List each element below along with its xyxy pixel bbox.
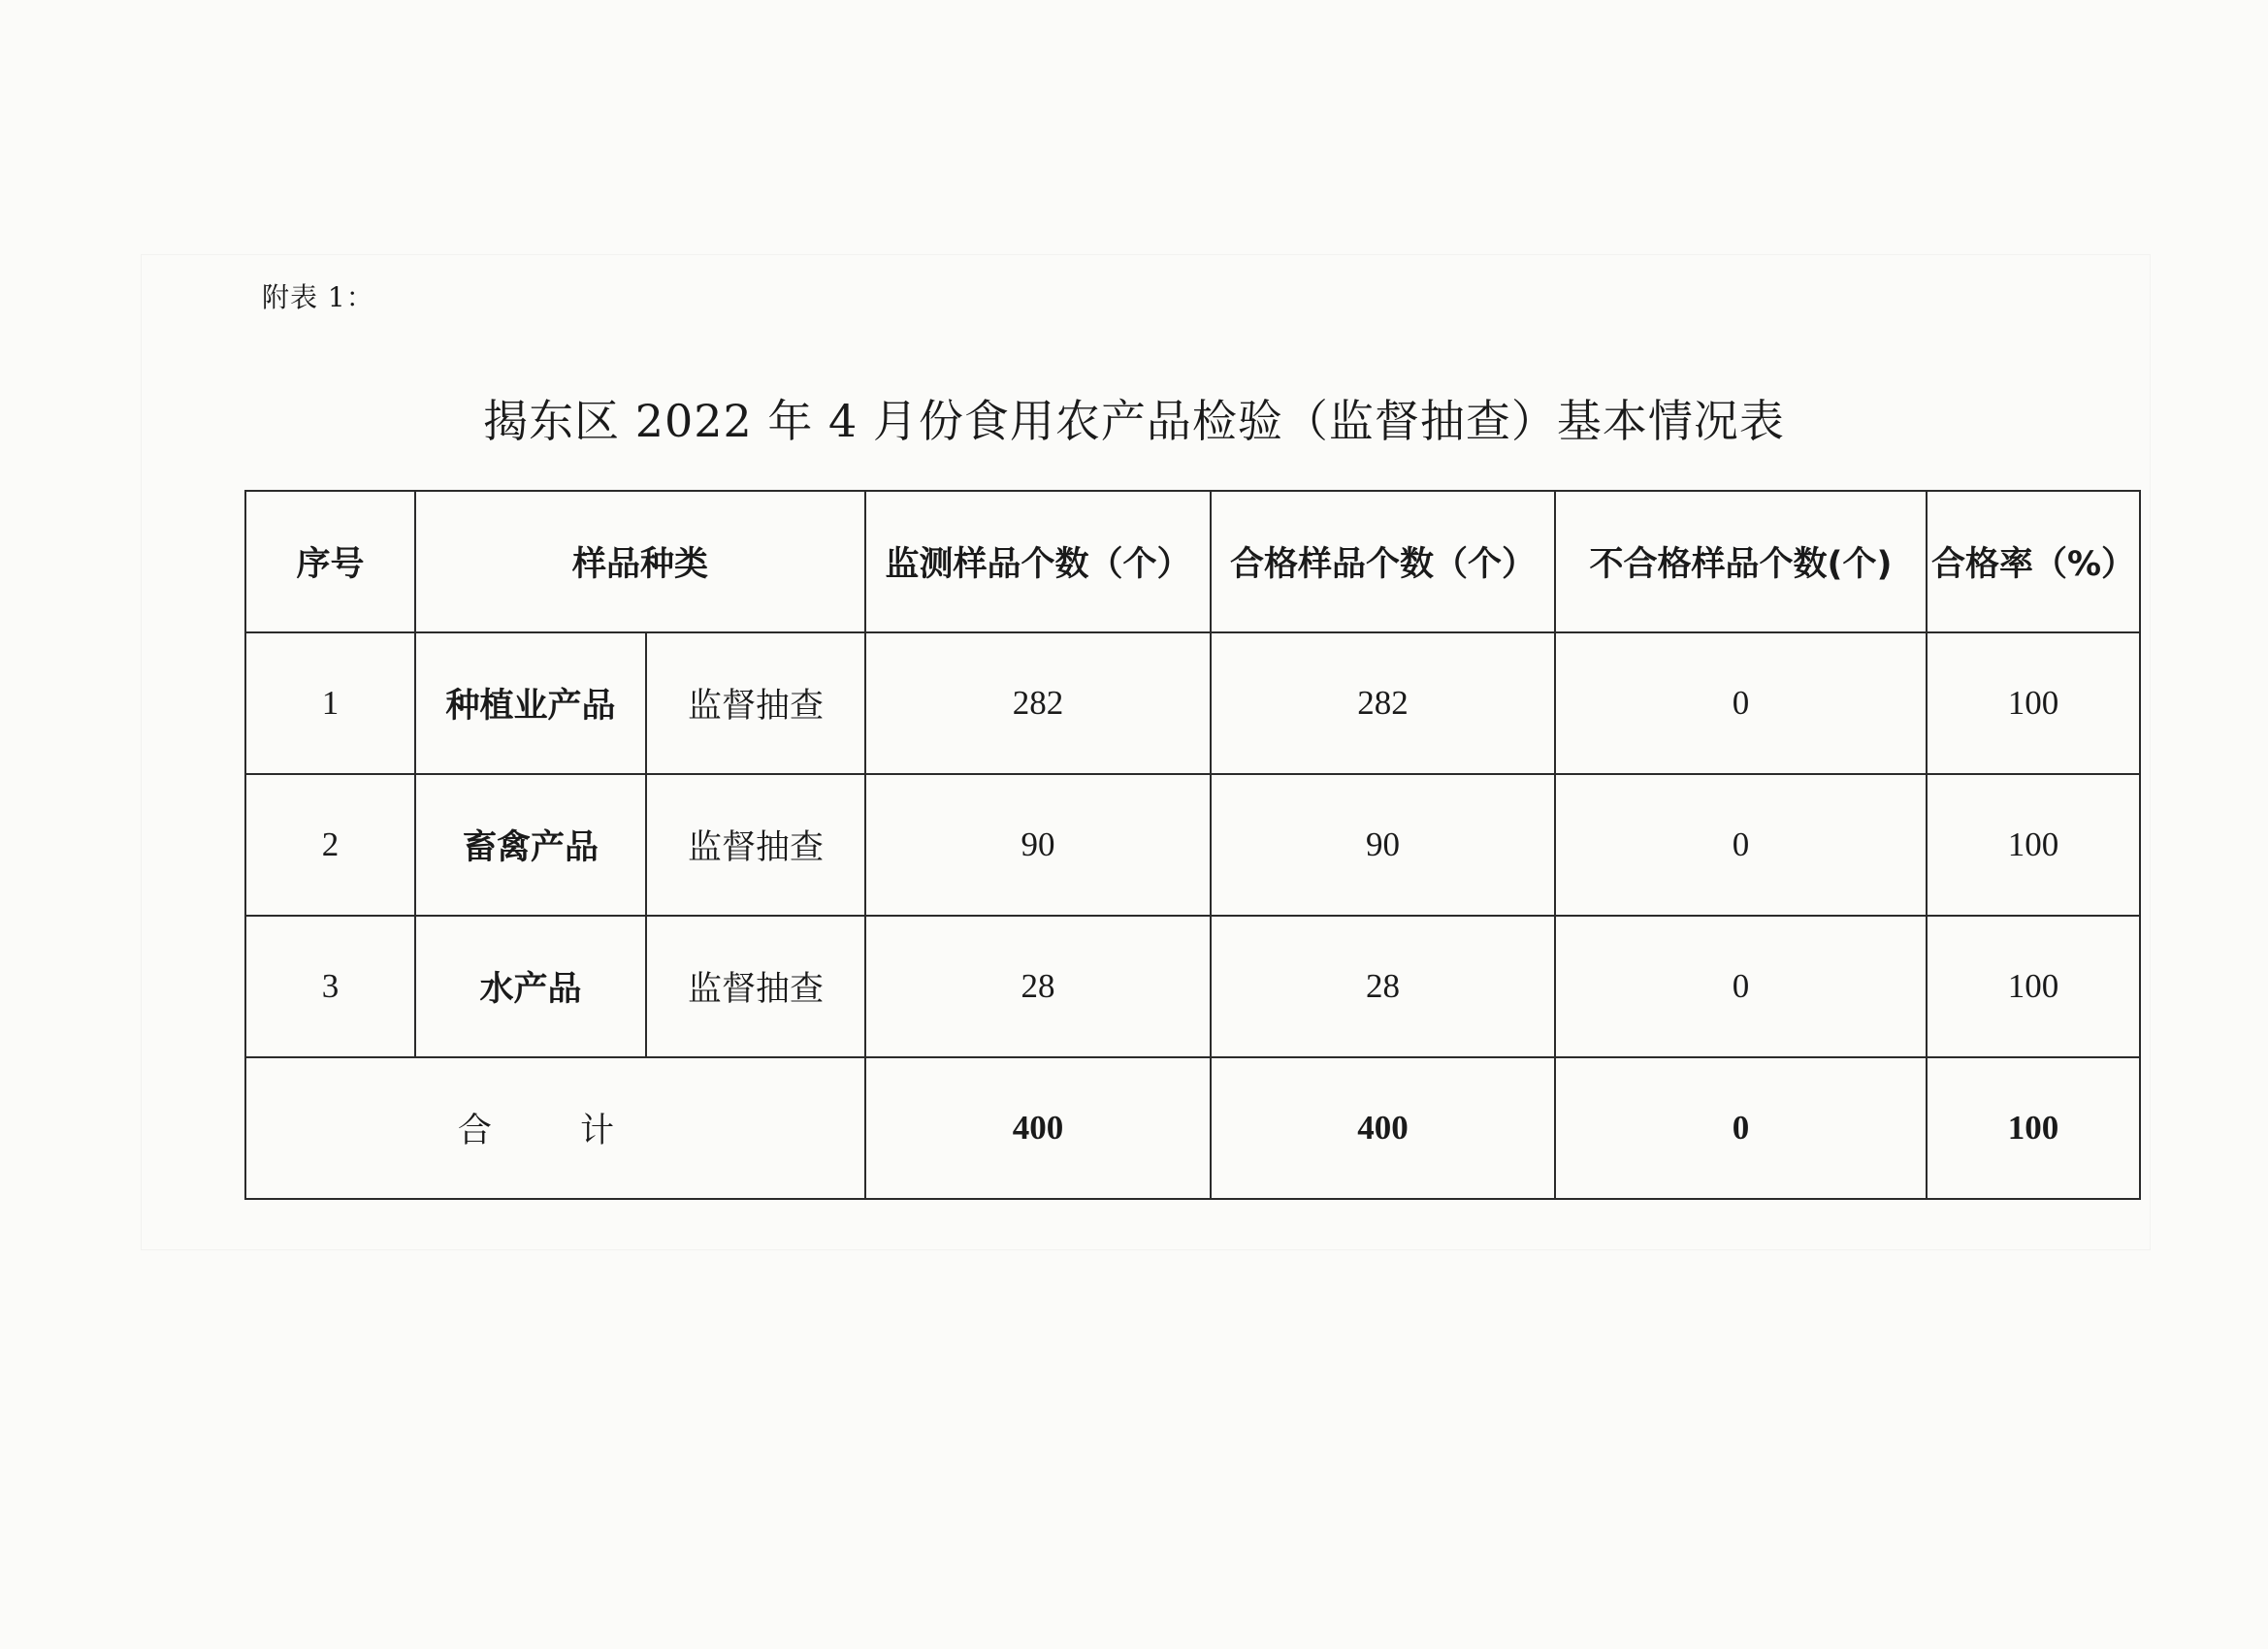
header-index: 序号 (245, 491, 415, 632)
total-label: 合 计 (245, 1057, 865, 1199)
row-category: 水产品 (415, 916, 646, 1057)
header-pass-rate: 合格率（%） (1927, 491, 2140, 632)
table-total-row (245, 1057, 2140, 1199)
row-unqualified: 0 (1555, 916, 1927, 1057)
row-category: 畜禽产品 (415, 774, 646, 916)
header-unqualified: 不合格样品个数(个) (1555, 491, 1927, 632)
row-unqualified: 0 (1555, 632, 1927, 774)
total-pass-rate: 100 (1927, 1057, 2140, 1199)
total-unqualified: 0 (1555, 1057, 1927, 1199)
table-row (245, 916, 2140, 1057)
appendix-label: 附表 1： (262, 281, 374, 313)
inspection-summary-table (244, 490, 2141, 1200)
row-unqualified: 0 (1555, 774, 1927, 916)
row-tested: 90 (865, 774, 1211, 916)
row-pass-rate: 100 (1927, 774, 2140, 916)
row-pass-rate: 100 (1927, 632, 2140, 774)
row-method: 监督抽查 (646, 774, 865, 916)
row-pass-rate: 100 (1927, 916, 2140, 1057)
row-category: 种植业产品 (415, 632, 646, 774)
row-qualified: 28 (1211, 916, 1555, 1057)
row-tested: 28 (865, 916, 1211, 1057)
header-qualified: 合格样品个数（个） (1211, 491, 1555, 632)
total-tested: 400 (865, 1057, 1211, 1199)
row-index: 2 (245, 774, 415, 916)
row-tested: 282 (865, 632, 1211, 774)
table-row (245, 774, 2140, 916)
row-index: 3 (245, 916, 415, 1057)
table-header-row (245, 491, 2140, 632)
table-row (245, 632, 2140, 774)
total-qualified: 400 (1211, 1057, 1555, 1199)
header-tested: 监测样品个数（个） (865, 491, 1211, 632)
document-title: 揭东区 2022 年 4 月份食用农产品检验（监督抽查）基本情况表 (483, 395, 1785, 447)
row-qualified: 90 (1211, 774, 1555, 916)
row-index: 1 (245, 632, 415, 774)
header-category: 样品种类 (415, 491, 865, 632)
row-qualified: 282 (1211, 632, 1555, 774)
row-method: 监督抽查 (646, 632, 865, 774)
row-method: 监督抽查 (646, 916, 865, 1057)
